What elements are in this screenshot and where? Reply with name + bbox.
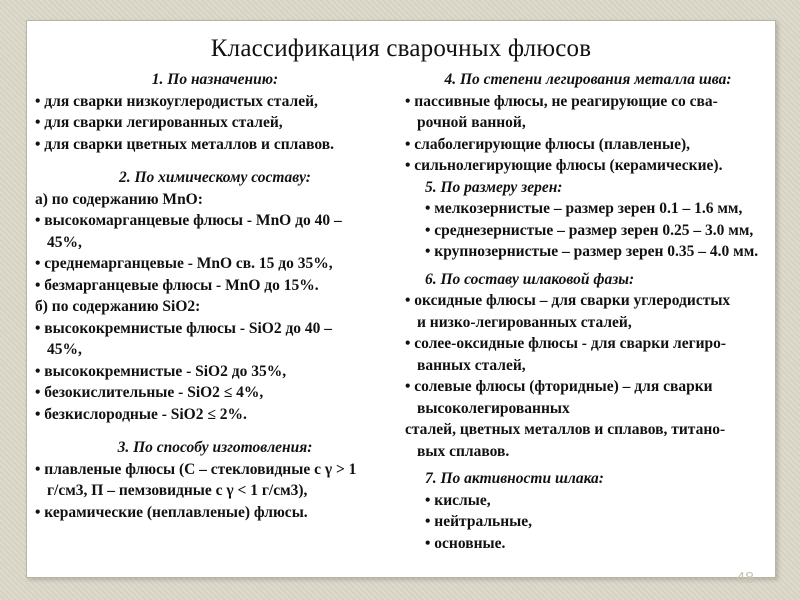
section-7-header: 7. По активности шлака: — [425, 470, 604, 487]
list-item: • пассивные флюсы, не реагирующие со сва- — [405, 92, 718, 110]
list-item: • плавленые флюсы (С – стекловидные с γ > 1 — [35, 460, 357, 478]
list-item: • высококремнистые - SiO2 до 35%, — [35, 362, 287, 380]
list-item: • для сварки цветных металлов и сплавов. — [35, 135, 334, 153]
list-item: вых сплавов. — [417, 442, 510, 460]
list-item: и низко-легированных сталей, — [417, 313, 632, 331]
right-column — [405, 69, 771, 554]
list-item: ванных сталей, — [417, 356, 526, 374]
list-item: • для сварки низкоуглеродистых сталей, — [35, 92, 318, 110]
list-item: • основные. — [425, 534, 506, 552]
list-item: а) по содержанию MnO: — [35, 190, 203, 208]
list-item: • среднемарганцевые - MnO св. 15 до 35%, — [35, 255, 333, 272]
list-item: • керамические (неплавленые) флюсы. — [35, 503, 308, 521]
list-item: • нейтральные, — [425, 513, 533, 530]
section-1-header: 1. По назначению: — [151, 71, 279, 88]
slide-card — [26, 20, 776, 578]
list-item: • безкислородные - SiO2 ≤ 2%. — [35, 405, 247, 423]
list-item: рочной ванной, — [417, 114, 526, 131]
list-item: • солевые флюсы (фторидные) – для сварки — [405, 378, 713, 395]
section-2-header: 2. По химическому составу: — [119, 169, 311, 186]
list-item: 45%, — [47, 233, 82, 251]
left-column — [35, 69, 395, 523]
list-item: • безмарганцевые флюсы - MnO до 15%. — [35, 276, 319, 294]
list-item: сталей, цветных металлов и сплавов, титано- — [405, 421, 726, 438]
list-item: • высокомарганцевые флюсы - MnO до 40 – — [35, 212, 342, 229]
list-item: • высококремнистые флюсы - SiO2 до 40 – — [35, 319, 333, 337]
list-item: • крупнозернистые – размер зерен 0.35 – 4.0 мм. — [425, 243, 759, 260]
slide-title: Классификация сварочных флюсов — [210, 35, 592, 62]
list-item: • среднезернистые – размер зерен 0.25 – 3.0 мм, — [425, 221, 754, 239]
list-item: высоколегированных — [417, 399, 570, 417]
list-item: • слаболегирующие флюсы (плавленые), — [405, 135, 691, 153]
section-5-header: 5. По размеру зерен: — [425, 178, 563, 196]
list-item: г/см3, П – пемзовидные с γ < 1 г/см3), — [47, 482, 308, 499]
section-6-header: 6. По составу шлаковой фазы: — [425, 270, 635, 288]
page-number: 48 — [736, 570, 754, 587]
list-item: • мелкозернистые – размер зерен 0.1 – 1.6 мм, — [425, 200, 743, 217]
list-item: б) по содержанию SiO2: — [35, 298, 201, 315]
list-item: 45%, — [47, 341, 82, 358]
list-item: • для сварки легированных сталей, — [35, 114, 283, 131]
list-item: • сильнолегирующие флюсы (керамические). — [405, 157, 723, 174]
list-item: • оксидные флюсы – для сварки углеродистых — [405, 292, 731, 309]
list-item: • солее-оксидные флюсы - для сварки легиро- — [405, 335, 727, 352]
section-4-header: 4. По степени легирования металла шва: — [444, 71, 732, 88]
section-3-header: 3. По способу изготовления: — [117, 439, 313, 456]
list-item: • кислые, — [425, 491, 491, 509]
list-item: • безокислительные - SiO2 ≤ 4%, — [35, 384, 264, 401]
